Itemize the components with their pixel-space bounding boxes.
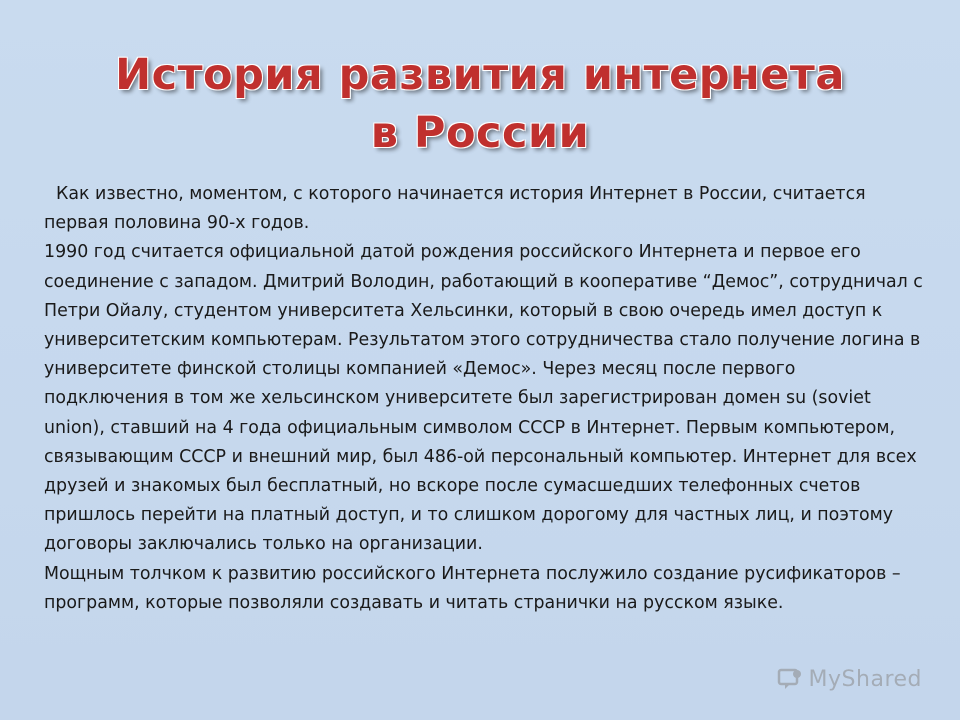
paragraph-russification: Мощным толчком к развитию российского Интернета послужило создание русификаторов – программ, которые позволяли создавать и читать странички на русском языке. bbox=[44, 563, 901, 613]
paragraph-intro: Как известно, моментом, с которого начинается история Интернет в России, считается первая половина 90-х годов. bbox=[44, 184, 866, 234]
slide-title bbox=[0, 46, 960, 162]
myshared-logo-icon bbox=[777, 666, 803, 692]
watermark-text: MyShared bbox=[808, 666, 922, 692]
paragraph-history: 1990 год считается официальной датой рождения российского Интернета и первое его соединение с западом. Дмитрий Володин, работающий в кооперативе “Демос”, сотрудничал с Петри Ойалу, студентом университета Хельсинки, который в свою очередь имел доступ к университетским компьютерам. Результатом этого сотрудничества стало получение логина в университете финской столицы компанией «Демос». Через месяц после первого подключения в том же хельсинском университете был зарегистрирован домен su (soviet union), ставший на 4 года официальным символом СССР в Интернет. Первым компьютером, связывающим СССР и внешний мир, был 486-ой персональный компьютер. Интернет для всех друзей и знакомых был бесплатный, но вскоре после сумасшедших телефонных счетов пришлось перейти на платный доступ, и то слишком дорогому для частных лиц, и поэтому договоры заключались только на организации. bbox=[44, 242, 923, 555]
slide-title-line-1: История развития интернета bbox=[115, 50, 845, 100]
slide-title-line-2: в России bbox=[370, 108, 590, 158]
watermark bbox=[777, 666, 922, 692]
slide-body bbox=[44, 180, 924, 618]
